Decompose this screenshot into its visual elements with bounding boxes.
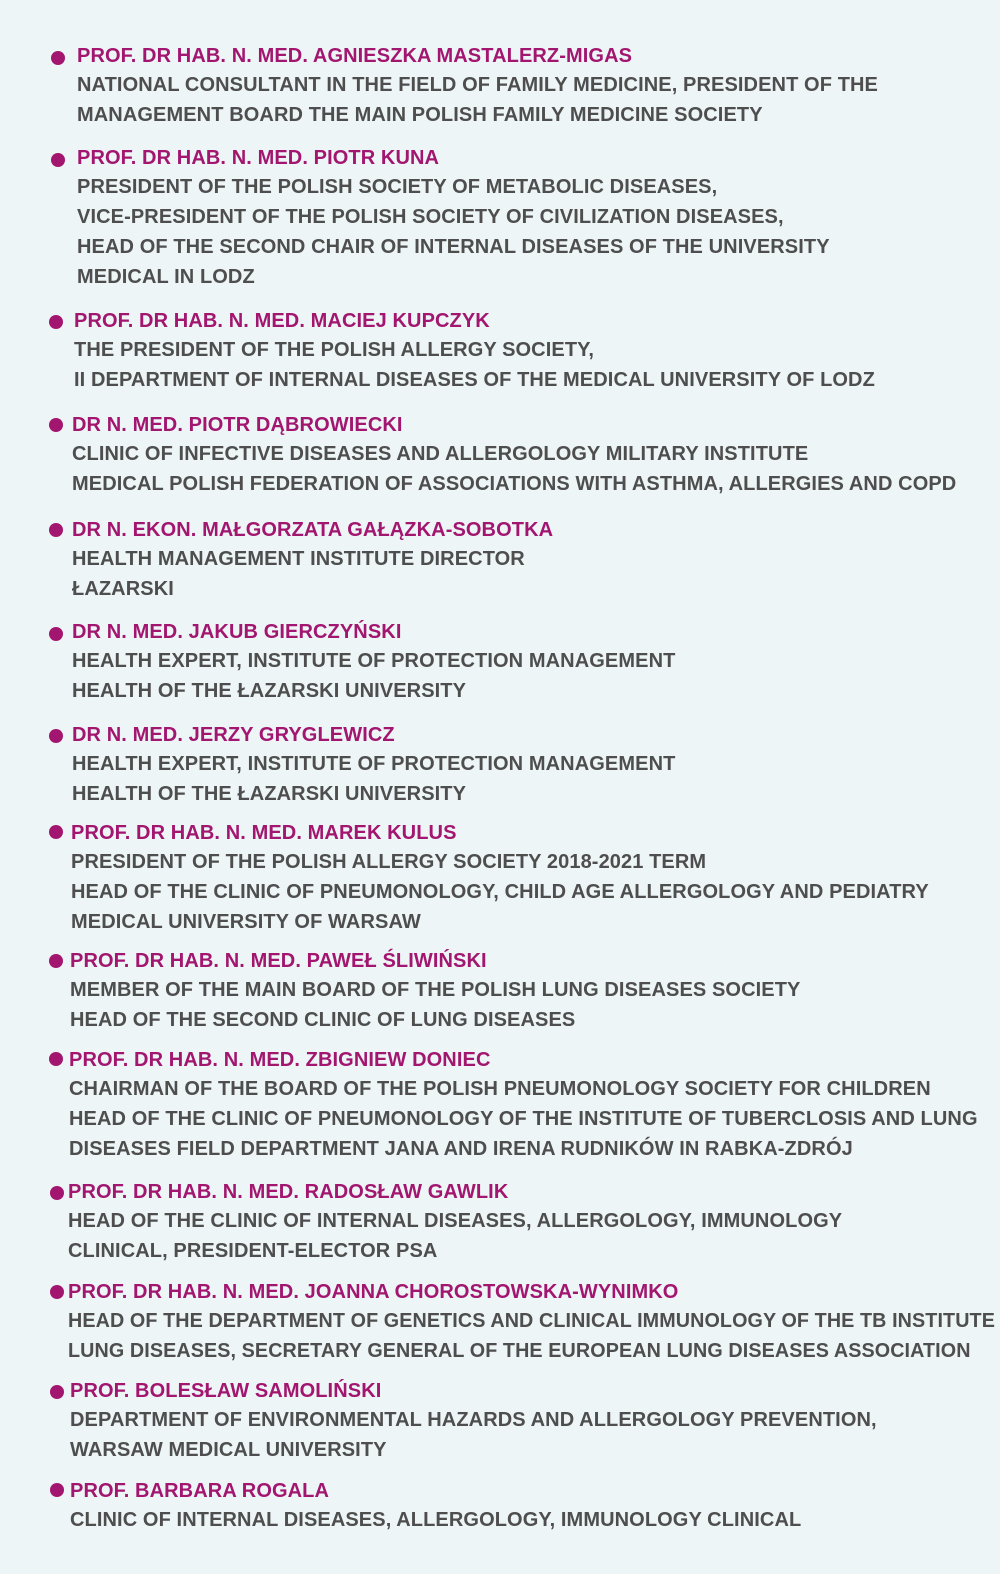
bullet-icon (49, 523, 63, 537)
description-line: PRESIDENT OF THE POLISH ALLERGY SOCIETY 2018-2021 TERM (71, 851, 707, 873)
person-name: PROF. DR HAB. N. MED. RADOSŁAW GAWLIK (68, 1181, 509, 1203)
description-line: HEALTH MANAGEMENT INSTITUTE DIRECTOR (72, 548, 525, 570)
person-description (72, 646, 675, 706)
description-line: CHAIRMAN OF THE BOARD OF THE POLISH PNEUMONOLOGY SOCIETY FOR CHILDREN (69, 1078, 931, 1100)
bullet-icon (49, 729, 63, 743)
description-line: VICE-PRESIDENT OF THE POLISH SOCIETY OF CIVILIZATION DISEASES, (77, 206, 784, 228)
bullet-icon (49, 627, 63, 641)
person-description (72, 749, 675, 809)
description-line: MEDICAL POLISH FEDERATION OF ASSOCIATIONS WITH ASTHMA, ALLERGIES AND COPD (72, 473, 957, 495)
description-line: HEAD OF THE SECOND CLINIC OF LUNG DISEASES (70, 1009, 576, 1031)
person-name: PROF. DR HAB. N. MED. MAREK KULUS (71, 822, 457, 844)
person-name: PROF. DR HAB. N. MED. PIOTR KUNA (77, 147, 440, 169)
description-line: HEAD OF THE DEPARTMENT OF GENETICS AND CLINICAL IMMUNOLOGY OF THE TB INSTITUTE (68, 1310, 995, 1332)
person-description (69, 1074, 978, 1164)
person-description (74, 335, 875, 395)
description-line: CLINICAL, PRESIDENT-ELECTOR PSA (68, 1240, 438, 1262)
description-line: ŁAZARSKI (72, 578, 174, 600)
person-name: DR N. MED. JAKUB GIERCZYŃSKI (72, 621, 402, 643)
bullet-icon (51, 51, 65, 65)
description-line: MEDICAL IN LODZ (77, 266, 255, 288)
person-name: PROF. DR HAB. N. MED. MACIEJ KUPCZYK (74, 310, 490, 332)
person-name: PROF. DR HAB. N. MED. JOANNA CHOROSTOWSKA-WYNIMKO (68, 1281, 679, 1303)
description-line: HEALTH OF THE ŁAZARSKI UNIVERSITY (72, 680, 467, 702)
bullet-icon (49, 1052, 63, 1066)
person-name: DR N. MED. PIOTR DĄBROWIECKI (72, 414, 403, 436)
bullet-icon (49, 418, 63, 432)
person-description (71, 847, 929, 937)
description-line: HEALTH EXPERT, INSTITUTE OF PROTECTION MANAGEMENT (72, 753, 676, 775)
person-description (68, 1206, 842, 1266)
description-line: THE PRESIDENT OF THE POLISH ALLERGY SOCIETY, (74, 339, 595, 361)
description-line: MEDICAL UNIVERSITY OF WARSAW (71, 911, 421, 933)
person-description (77, 70, 878, 130)
person-description (72, 544, 525, 604)
person-description (70, 1405, 877, 1465)
person-description (72, 439, 956, 499)
description-line: II DEPARTMENT OF INTERNAL DISEASES OF THE MEDICAL UNIVERSITY OF LODZ (74, 369, 875, 391)
bullet-icon (49, 825, 63, 839)
person-name: PROF. DR HAB. N. MED. ZBIGNIEW DONIEC (69, 1049, 491, 1071)
description-line: DEPARTMENT OF ENVIRONMENTAL HAZARDS AND ALLERGOLOGY PREVENTION, (70, 1409, 877, 1431)
bullet-icon (50, 1483, 64, 1497)
description-line: DISEASES FIELD DEPARTMENT JANA AND IRENA RUDNIKÓW IN RABKA-ZDRÓJ (69, 1138, 853, 1160)
person-description (70, 975, 800, 1035)
bullet-icon (50, 1285, 64, 1299)
person-name: PROF. DR HAB. N. MED. AGNIESZKA MASTALERZ-MIGAS (77, 45, 633, 67)
person-name: PROF. DR HAB. N. MED. PAWEŁ ŚLIWIŃSKI (70, 950, 487, 972)
person-name: DR N. EKON. MAŁGORZATA GAŁĄZKA-SOBOTKA (72, 519, 554, 541)
description-line: MANAGEMENT BOARD THE MAIN POLISH FAMILY MEDICINE SOCIETY (77, 104, 763, 126)
person-name: PROF. BOLESŁAW SAMOLIŃSKI (70, 1380, 382, 1402)
description-line: HEAD OF THE CLINIC OF PNEUMONOLOGY, CHILD AGE ALLERGOLOGY AND PEDIATRY (71, 881, 929, 903)
bullet-icon (50, 1385, 64, 1399)
person-name: PROF. BARBARA ROGALA (70, 1480, 330, 1502)
person-description (77, 172, 830, 292)
bullet-icon (51, 153, 65, 167)
bullet-icon (50, 1186, 64, 1200)
description-line: WARSAW MEDICAL UNIVERSITY (70, 1439, 387, 1461)
person-description (68, 1306, 1000, 1366)
description-line: HEALTH EXPERT, INSTITUTE OF PROTECTION MANAGEMENT (72, 650, 676, 672)
description-line: MEMBER OF THE MAIN BOARD OF THE POLISH LUNG DISEASES SOCIETY (70, 979, 801, 1001)
bullet-icon (49, 315, 63, 329)
description-line: NATIONAL CONSULTANT IN THE FIELD OF FAMILY MEDICINE, PRESIDENT OF THE (77, 74, 878, 96)
person-name: DR N. MED. JERZY GRYGLEWICZ (72, 724, 395, 746)
description-line: HEAD OF THE CLINIC OF INTERNAL DISEASES, ALLERGOLOGY, IMMUNOLOGY (68, 1210, 843, 1232)
description-line: HEALTH OF THE ŁAZARSKI UNIVERSITY (72, 783, 467, 805)
description-line: CLINIC OF INFECTIVE DISEASES AND ALLERGOLOGY MILITARY INSTITUTE (72, 443, 809, 465)
bullet-icon (49, 954, 63, 968)
person-description (70, 1505, 801, 1535)
description-line: HEAD OF THE SECOND CHAIR OF INTERNAL DISEASES OF THE UNIVERSITY (77, 236, 830, 258)
description-line: PRESIDENT OF THE POLISH SOCIETY OF METABOLIC DISEASES, (77, 176, 718, 198)
description-line: CLINIC OF INTERNAL DISEASES, ALLERGOLOGY, IMMUNOLOGY CLINICAL (70, 1509, 802, 1531)
description-line: HEAD OF THE CLINIC OF PNEUMONOLOGY OF THE INSTITUTE OF TUBERCLOSIS AND LUNG (69, 1108, 978, 1130)
description-line: LUNG DISEASES, SECRETARY GENERAL OF THE EUROPEAN LUNG DISEASES ASSOCIATION (68, 1340, 971, 1362)
